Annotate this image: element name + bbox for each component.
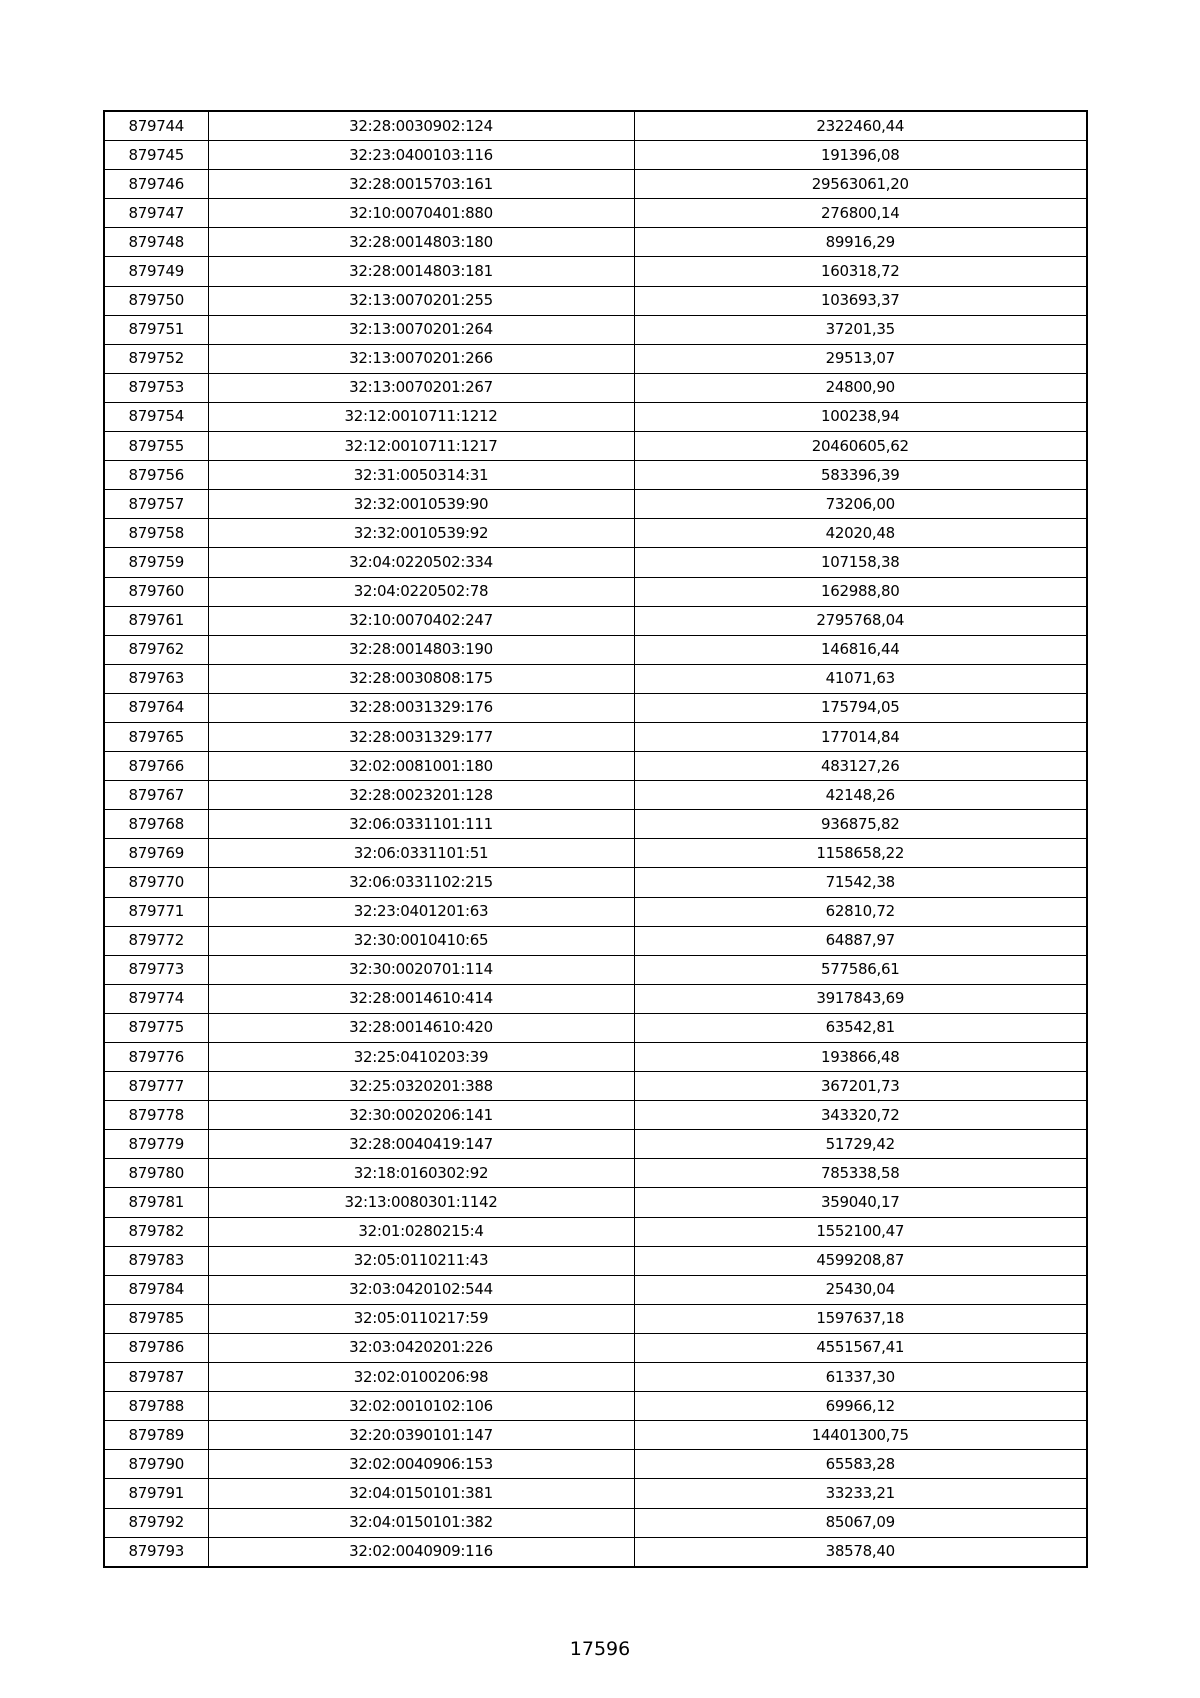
row-id-cell: 879780 <box>104 1159 208 1188</box>
value-cell: 577586,61 <box>634 955 1087 984</box>
value-cell: 1597637,18 <box>634 1304 1087 1333</box>
row-id-cell: 879783 <box>104 1246 208 1275</box>
table-row <box>104 635 1087 664</box>
cadastral-number-cell: 32:23:0400103:116 <box>208 141 634 170</box>
cadastral-number-cell: 32:28:0014803:180 <box>208 228 634 257</box>
cadastral-number-cell: 32:02:0040906:153 <box>208 1450 634 1479</box>
value-cell: 2322460,44 <box>634 111 1087 141</box>
value-cell: 85067,09 <box>634 1508 1087 1537</box>
row-id-cell: 879782 <box>104 1217 208 1246</box>
cadastral-number-cell: 32:28:0014610:414 <box>208 984 634 1013</box>
row-id-cell: 879792 <box>104 1508 208 1537</box>
cadastral-number-cell: 32:03:0420201:226 <box>208 1333 634 1362</box>
cadastral-number-cell: 32:02:0081001:180 <box>208 752 634 781</box>
cadastral-number-cell: 32:10:0070401:880 <box>208 199 634 228</box>
row-id-cell: 879789 <box>104 1421 208 1450</box>
page-number: 17596 <box>569 1638 631 1660</box>
table-row <box>104 548 1087 577</box>
value-cell: 73206,00 <box>634 490 1087 519</box>
table-row <box>104 839 1087 868</box>
table-row <box>104 722 1087 751</box>
row-id-cell: 879788 <box>104 1392 208 1421</box>
cadastral-number-cell: 32:28:0014610:420 <box>208 1013 634 1042</box>
table-row <box>104 984 1087 1013</box>
cadastral-number-cell: 32:03:0420102:544 <box>208 1275 634 1304</box>
table-row <box>104 373 1087 402</box>
cadastral-number-cell: 32:10:0070402:247 <box>208 606 634 635</box>
value-cell: 29513,07 <box>634 344 1087 373</box>
table-row <box>104 170 1087 199</box>
row-id-cell: 879744 <box>104 111 208 141</box>
value-cell: 100238,94 <box>634 402 1087 431</box>
value-cell: 193866,48 <box>634 1043 1087 1072</box>
row-id-cell: 879764 <box>104 693 208 722</box>
cadastral-number-cell: 32:30:0010410:65 <box>208 926 634 955</box>
table-row <box>104 693 1087 722</box>
value-cell: 146816,44 <box>634 635 1087 664</box>
cadastral-number-cell: 32:04:0150101:381 <box>208 1479 634 1508</box>
row-id-cell: 879760 <box>104 577 208 606</box>
row-id-cell: 879755 <box>104 432 208 461</box>
table-row <box>104 606 1087 635</box>
row-id-cell: 879771 <box>104 897 208 926</box>
row-id-cell: 879767 <box>104 781 208 810</box>
table-row <box>104 1246 1087 1275</box>
value-cell: 160318,72 <box>634 257 1087 286</box>
table-row <box>104 781 1087 810</box>
value-cell: 41071,63 <box>634 664 1087 693</box>
table-row <box>104 1043 1087 1072</box>
row-id-cell: 879775 <box>104 1013 208 1042</box>
cadastral-number-cell: 32:28:0014803:181 <box>208 257 634 286</box>
value-cell: 103693,37 <box>634 286 1087 315</box>
value-cell: 51729,42 <box>634 1130 1087 1159</box>
value-cell: 24800,90 <box>634 373 1087 402</box>
cadastral-number-cell: 32:30:0020701:114 <box>208 955 634 984</box>
table-row <box>104 228 1087 257</box>
data-table <box>103 110 1088 1568</box>
row-id-cell: 879747 <box>104 199 208 228</box>
value-cell: 583396,39 <box>634 461 1087 490</box>
row-id-cell: 879791 <box>104 1479 208 1508</box>
cadastral-number-cell: 32:32:0010539:92 <box>208 519 634 548</box>
value-cell: 42020,48 <box>634 519 1087 548</box>
table-row <box>104 257 1087 286</box>
row-id-cell: 879756 <box>104 461 208 490</box>
value-cell: 359040,17 <box>634 1188 1087 1217</box>
table-row <box>104 1188 1087 1217</box>
row-id-cell: 879749 <box>104 257 208 286</box>
row-id-cell: 879763 <box>104 664 208 693</box>
table-row <box>104 1479 1087 1508</box>
table-row <box>104 868 1087 897</box>
table-row <box>104 432 1087 461</box>
value-cell: 1158658,22 <box>634 839 1087 868</box>
table-row <box>104 1421 1087 1450</box>
value-cell: 64887,97 <box>634 926 1087 955</box>
cadastral-number-cell: 32:18:0160302:92 <box>208 1159 634 1188</box>
table-row <box>104 402 1087 431</box>
row-id-cell: 879752 <box>104 344 208 373</box>
value-cell: 191396,08 <box>634 141 1087 170</box>
table-row <box>104 926 1087 955</box>
row-id-cell: 879784 <box>104 1275 208 1304</box>
row-id-cell: 879754 <box>104 402 208 431</box>
cadastral-number-cell: 32:25:0410203:39 <box>208 1043 634 1072</box>
cadastral-number-cell: 32:06:0331101:51 <box>208 839 634 868</box>
cadastral-number-cell: 32:32:0010539:90 <box>208 490 634 519</box>
table-row <box>104 1537 1087 1567</box>
row-id-cell: 879746 <box>104 170 208 199</box>
table-row <box>104 1159 1087 1188</box>
cadastral-number-cell: 32:13:0070201:255 <box>208 286 634 315</box>
value-cell: 4551567,41 <box>634 1333 1087 1362</box>
row-id-cell: 879757 <box>104 490 208 519</box>
row-id-cell: 879765 <box>104 722 208 751</box>
cadastral-number-cell: 32:12:0010711:1212 <box>208 402 634 431</box>
table-row <box>104 577 1087 606</box>
table-row <box>104 1304 1087 1333</box>
value-cell: 20460605,62 <box>634 432 1087 461</box>
table-row <box>104 897 1087 926</box>
cadastral-number-cell: 32:28:0031329:177 <box>208 722 634 751</box>
cadastral-number-cell: 32:28:0030808:175 <box>208 664 634 693</box>
cadastral-number-cell: 32:28:0023201:128 <box>208 781 634 810</box>
cadastral-number-cell: 32:28:0014803:190 <box>208 635 634 664</box>
value-cell: 25430,04 <box>634 1275 1087 1304</box>
table-row <box>104 286 1087 315</box>
cadastral-number-cell: 32:05:0110217:59 <box>208 1304 634 1333</box>
value-cell: 175794,05 <box>634 693 1087 722</box>
value-cell: 61337,30 <box>634 1363 1087 1392</box>
row-id-cell: 879790 <box>104 1450 208 1479</box>
cadastral-number-cell: 32:28:0031329:176 <box>208 693 634 722</box>
cadastral-number-cell: 32:05:0110211:43 <box>208 1246 634 1275</box>
cadastral-number-cell: 32:23:0401201:63 <box>208 897 634 926</box>
row-id-cell: 879745 <box>104 141 208 170</box>
table-row <box>104 955 1087 984</box>
cadastral-number-cell: 32:31:0050314:31 <box>208 461 634 490</box>
row-id-cell: 879770 <box>104 868 208 897</box>
table-row <box>104 111 1087 141</box>
table-row <box>104 199 1087 228</box>
value-cell: 2795768,04 <box>634 606 1087 635</box>
table-row <box>104 1450 1087 1479</box>
cadastral-number-cell: 32:04:0220502:78 <box>208 577 634 606</box>
row-id-cell: 879769 <box>104 839 208 868</box>
cadastral-number-cell: 32:13:0080301:1142 <box>208 1188 634 1217</box>
cadastral-number-cell: 32:04:0150101:382 <box>208 1508 634 1537</box>
cadastral-number-cell: 32:02:0010102:106 <box>208 1392 634 1421</box>
table-row <box>104 461 1087 490</box>
table-row <box>104 1013 1087 1042</box>
value-cell: 3917843,69 <box>634 984 1087 1013</box>
row-id-cell: 879753 <box>104 373 208 402</box>
table-row <box>104 1508 1087 1537</box>
table-body <box>104 111 1087 1567</box>
cadastral-number-cell: 32:13:0070201:267 <box>208 373 634 402</box>
value-cell: 177014,84 <box>634 722 1087 751</box>
value-cell: 343320,72 <box>634 1101 1087 1130</box>
value-cell: 4599208,87 <box>634 1246 1087 1275</box>
value-cell: 37201,35 <box>634 315 1087 344</box>
row-id-cell: 879793 <box>104 1537 208 1567</box>
row-id-cell: 879768 <box>104 810 208 839</box>
table-row <box>104 664 1087 693</box>
table-row <box>104 519 1087 548</box>
cadastral-number-cell: 32:06:0331101:111 <box>208 810 634 839</box>
row-id-cell: 879787 <box>104 1363 208 1392</box>
value-cell: 62810,72 <box>634 897 1087 926</box>
row-id-cell: 879785 <box>104 1304 208 1333</box>
cadastral-number-cell: 32:25:0320201:388 <box>208 1072 634 1101</box>
value-cell: 65583,28 <box>634 1450 1087 1479</box>
value-cell: 276800,14 <box>634 199 1087 228</box>
row-id-cell: 879774 <box>104 984 208 1013</box>
value-cell: 14401300,75 <box>634 1421 1087 1450</box>
value-cell: 63542,81 <box>634 1013 1087 1042</box>
row-id-cell: 879777 <box>104 1072 208 1101</box>
cadastral-number-cell: 32:02:0100206:98 <box>208 1363 634 1392</box>
row-id-cell: 879786 <box>104 1333 208 1362</box>
value-cell: 483127,26 <box>634 752 1087 781</box>
table-row <box>104 752 1087 781</box>
row-id-cell: 879762 <box>104 635 208 664</box>
row-id-cell: 879773 <box>104 955 208 984</box>
table-row <box>104 1130 1087 1159</box>
cadastral-number-cell: 32:12:0010711:1217 <box>208 432 634 461</box>
table-row <box>104 1072 1087 1101</box>
table-row <box>104 344 1087 373</box>
value-cell: 785338,58 <box>634 1159 1087 1188</box>
value-cell: 69966,12 <box>634 1392 1087 1421</box>
cadastral-number-cell: 32:28:0015703:161 <box>208 170 634 199</box>
cadastral-number-cell: 32:13:0070201:264 <box>208 315 634 344</box>
row-id-cell: 879778 <box>104 1101 208 1130</box>
table-row <box>104 490 1087 519</box>
row-id-cell: 879781 <box>104 1188 208 1217</box>
value-cell: 33233,21 <box>634 1479 1087 1508</box>
table-row <box>104 810 1087 839</box>
cadastral-number-cell: 32:06:0331102:215 <box>208 868 634 897</box>
value-cell: 936875,82 <box>634 810 1087 839</box>
row-id-cell: 879748 <box>104 228 208 257</box>
value-cell: 107158,38 <box>634 548 1087 577</box>
cadastral-number-cell: 32:30:0020206:141 <box>208 1101 634 1130</box>
row-id-cell: 879751 <box>104 315 208 344</box>
table-row <box>104 315 1087 344</box>
value-cell: 367201,73 <box>634 1072 1087 1101</box>
row-id-cell: 879758 <box>104 519 208 548</box>
table-row <box>104 1217 1087 1246</box>
table-row <box>104 1363 1087 1392</box>
table-row <box>104 1333 1087 1362</box>
value-cell: 42148,26 <box>634 781 1087 810</box>
row-id-cell: 879779 <box>104 1130 208 1159</box>
row-id-cell: 879766 <box>104 752 208 781</box>
value-cell: 38578,40 <box>634 1537 1087 1567</box>
value-cell: 29563061,20 <box>634 170 1087 199</box>
cadastral-number-cell: 32:20:0390101:147 <box>208 1421 634 1450</box>
cadastral-number-cell: 32:04:0220502:334 <box>208 548 634 577</box>
table-row <box>104 1275 1087 1304</box>
row-id-cell: 879776 <box>104 1043 208 1072</box>
table-row <box>104 1101 1087 1130</box>
row-id-cell: 879759 <box>104 548 208 577</box>
value-cell: 162988,80 <box>634 577 1087 606</box>
table-row <box>104 1392 1087 1421</box>
cadastral-number-cell: 32:02:0040909:116 <box>208 1537 634 1567</box>
value-cell: 1552100,47 <box>634 1217 1087 1246</box>
cadastral-number-cell: 32:28:0040419:147 <box>208 1130 634 1159</box>
row-id-cell: 879772 <box>104 926 208 955</box>
row-id-cell: 879750 <box>104 286 208 315</box>
row-id-cell: 879761 <box>104 606 208 635</box>
table-row <box>104 141 1087 170</box>
value-cell: 71542,38 <box>634 868 1087 897</box>
cadastral-number-cell: 32:28:0030902:124 <box>208 111 634 141</box>
value-cell: 89916,29 <box>634 228 1087 257</box>
cadastral-number-cell: 32:01:0280215:4 <box>208 1217 634 1246</box>
cadastral-number-cell: 32:13:0070201:266 <box>208 344 634 373</box>
